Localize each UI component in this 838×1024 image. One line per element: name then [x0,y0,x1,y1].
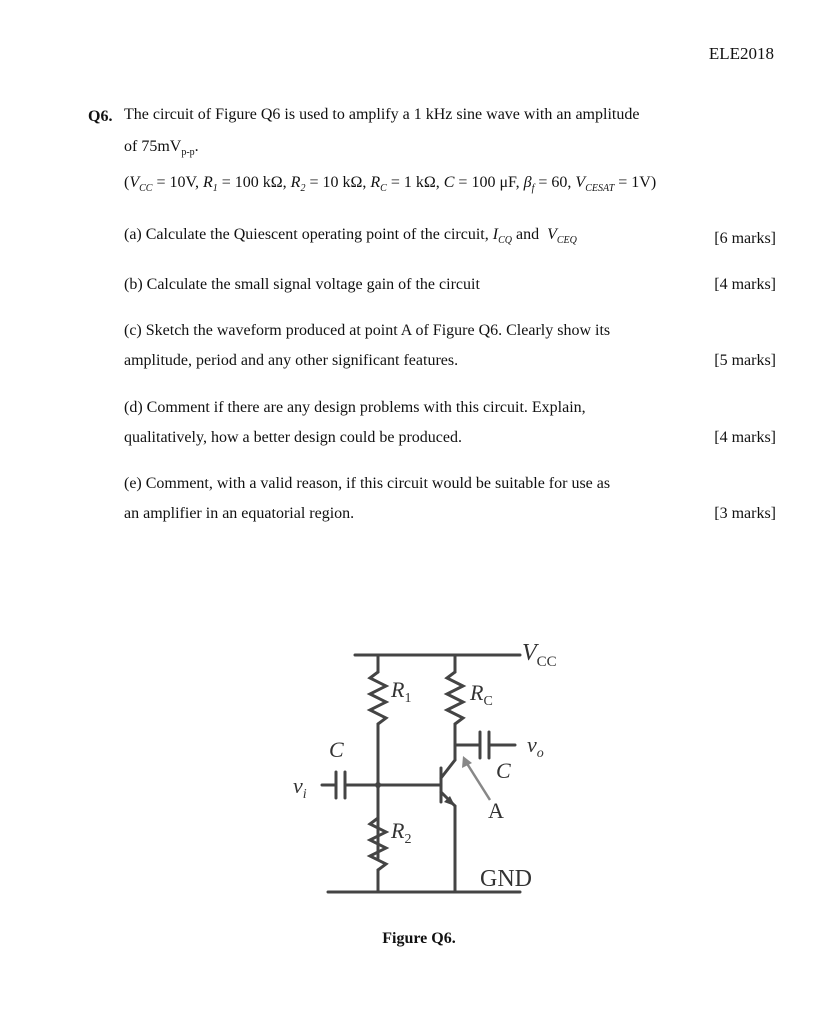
r1-resistor [370,672,386,724]
vo-label: $v_o$ [527,732,544,761]
vcc-label: $V_{CC}$ [522,640,557,670]
part-a-and: and [515,226,540,243]
amplitude-subscript: p-p [181,147,195,159]
param-vcc: = 10V, [156,174,199,191]
param-rc: = 1 kΩ, [390,174,440,191]
part-b-marks: [4 marks] [714,276,776,293]
output-capacitor-label: C [496,758,511,783]
question-number: Q6. [88,108,113,125]
course-code: ELE2018 [708,44,774,63]
part-e-line2: an amplifier in an equatorial region. [124,505,355,522]
input-capacitor-label: C [329,737,344,762]
gnd-label: GND [480,866,532,892]
vi-label: $v_i$ [293,773,307,802]
transistor-collector [441,760,455,778]
r1-label: $R_1$ [391,677,412,706]
part-a: (a) Calculate the Quiescent operating point of the circuit, $I_{CQ}$ and $V_{CEQ}$ [124,226,577,247]
rc-resistor [447,672,463,724]
part-b-text: (b) Calculate the small signal voltage gain of the circuit [124,276,480,293]
part-d-line1: (d) Comment if there are any design problems with this circuit. Explain, [124,399,586,416]
part-d-marks: [4 marks] [714,429,776,446]
param-r1: = 100 kΩ, [221,174,287,191]
part-c-marks: [5 marks] [714,352,776,369]
part-a-text: (a) Calculate the Quiescent operating point of the circuit, [124,226,489,243]
param-vcesat: = 1V) [618,174,657,191]
part-d-line2: qualitatively, how a better design could be produced. [124,429,462,446]
point-a-pointer [466,762,490,800]
param-r2: = 10 kΩ, [309,174,367,191]
part-e-line1: (e) Comment, with a valid reason, if this circuit would be suitable for use as [124,475,611,492]
rc-label: $R_C$ [470,680,493,709]
component-parameters: ($V_{CC} = 10V$, $R_1 = 100$ kΩ, $R_2 = 10$ kΩ, $R_C = 1$ kΩ, C = 100 μF, $\beta_f = 60$, $V_{CESAT} = 1V$) [124,174,657,195]
amplitude-prefix: of 75mV [124,138,182,155]
question-intro-line1: The circuit of Figure Q6 is used to amplify a 1 kHz sine wave with an amplitude [124,106,640,123]
point-a-arrowhead [462,756,472,768]
param-c: = 100 μF, [458,174,520,191]
part-c-line1: (c) Sketch the waveform produced at point A of Figure Q6. Clearly show its [124,322,611,339]
circuit-diagram [280,630,580,910]
part-a-marks: [6 marks] [714,230,776,247]
junction-dot [375,782,381,788]
amplitude-suffix: . [194,138,199,155]
param-beta: = 60, [538,174,572,191]
question-intro-line2 [124,138,199,158]
figure-caption: Figure Q6. [382,930,456,947]
part-c-line2: amplitude, period and any other significant features. [124,352,459,369]
part-e-marks: [3 marks] [714,505,776,522]
r2-label: $R_2$ [391,818,412,847]
point-a-label: A [488,798,504,823]
